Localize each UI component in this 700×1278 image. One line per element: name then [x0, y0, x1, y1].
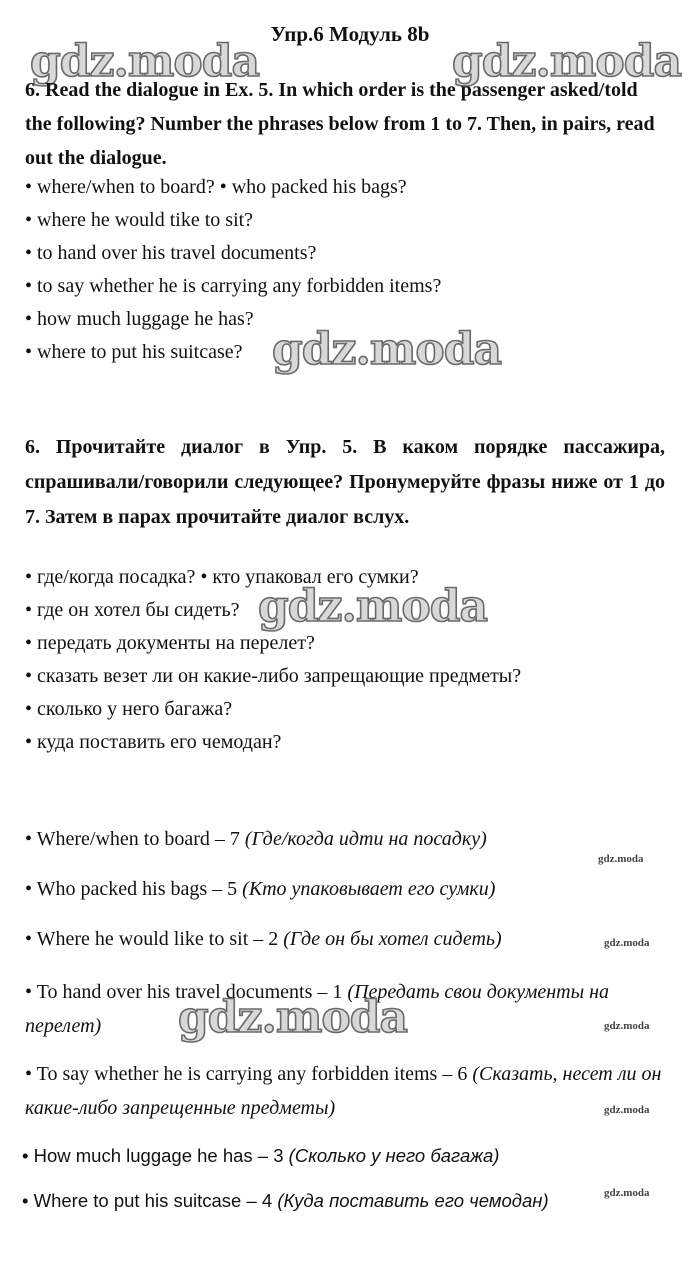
watermark-small: gdz.moda [604, 1020, 650, 1032]
task-item-ru: • куда поставить его чемодан? [25, 731, 282, 753]
answer-translation: (Где/когда идти на посадку) [244, 828, 487, 850]
answer-line [25, 828, 487, 851]
answer-text: • How much luggage he has – 3 [22, 1145, 289, 1166]
answer-line [25, 928, 502, 951]
watermark-small: gdz.moda [598, 853, 644, 865]
watermark-small: gdz.moda [604, 937, 650, 949]
task-item-en: • where he would tike to sit? [25, 209, 254, 231]
task-instruction-en: 6. Read the dialogue in Ex. 5. In which order is the passenger asked/told the following? Number the phrases below from 1 to 7. Then, in pairs, read out the dialogue. [25, 79, 655, 169]
answer-line [22, 1190, 549, 1212]
answer-text: • Where to put his suitcase – 4 [22, 1190, 278, 1211]
answer-line [25, 1057, 665, 1125]
watermark-logo: gdz.moda [272, 324, 502, 375]
answer-translation: (Сказать, несет ли он какие-либо запрещенные предметы) [25, 1063, 662, 1119]
task-item-ru: • сказать везет ли он какие-либо запрещающие предметы? [25, 665, 522, 687]
watermark-small: gdz.moda [604, 1187, 650, 1199]
task-item-en: • how much luggage he has? [25, 308, 254, 330]
answer-translation: (Передать свои документы на перелет) [25, 981, 610, 1037]
answer-translation: (Куда поставить его чемодан) [277, 1190, 549, 1211]
answer-line [22, 1145, 499, 1167]
watermark-logo: gdz.moda [30, 36, 260, 87]
task-item-ru: • передать документы на перелет? [25, 632, 315, 654]
answer-line [25, 878, 495, 901]
task-instruction-ru: 6. Прочитайте диалог в Упр. 5. В каком порядке пассажира, спрашивали/говорили следующее? Пронумеруйте фразы ниже от 1 до 7. Затем в парах прочитайте диалог вслух. [25, 436, 665, 528]
answer-translation: (Сколько у него багажа) [288, 1145, 500, 1166]
task-item-ru: • где/когда посадка? • кто упаковал его сумки? [25, 566, 419, 588]
answer-text: • To hand over his travel documents – 1 [25, 981, 348, 1003]
watermark-small: gdz.moda [604, 1104, 650, 1116]
watermark-logo: gdz.moda [258, 581, 488, 632]
task-item-ru: • где он хотел бы сидеть? [25, 599, 240, 621]
watermark-logo: gdz.moda [178, 992, 408, 1043]
task-item-ru: • сколько у него багажа? [25, 698, 233, 720]
answer-text: • Where/when to board – 7 [25, 828, 245, 850]
task-item-en: • to say whether he is carrying any forbidden items? [25, 275, 442, 297]
task-item-en: • to hand over his travel documents? [25, 242, 317, 264]
page-title: Упр.6 Модуль 8b [270, 22, 430, 46]
task-item-en: • where to put his suitcase? [25, 341, 243, 363]
answer-text: • To say whether he is carrying any forbidden items – 6 [25, 1063, 473, 1085]
answer-text: • Where he would like to sit – 2 [25, 928, 284, 950]
answer-text: • Who packed his bags – 5 [25, 878, 243, 900]
task-item-en: • where/when to board? • who packed his bags? [25, 176, 407, 198]
watermark-logo: gdz.moda [452, 36, 682, 87]
answer-translation: (Где он бы хотел сидеть) [283, 928, 502, 950]
answer-translation: (Кто упаковывает его сумки) [242, 878, 496, 900]
